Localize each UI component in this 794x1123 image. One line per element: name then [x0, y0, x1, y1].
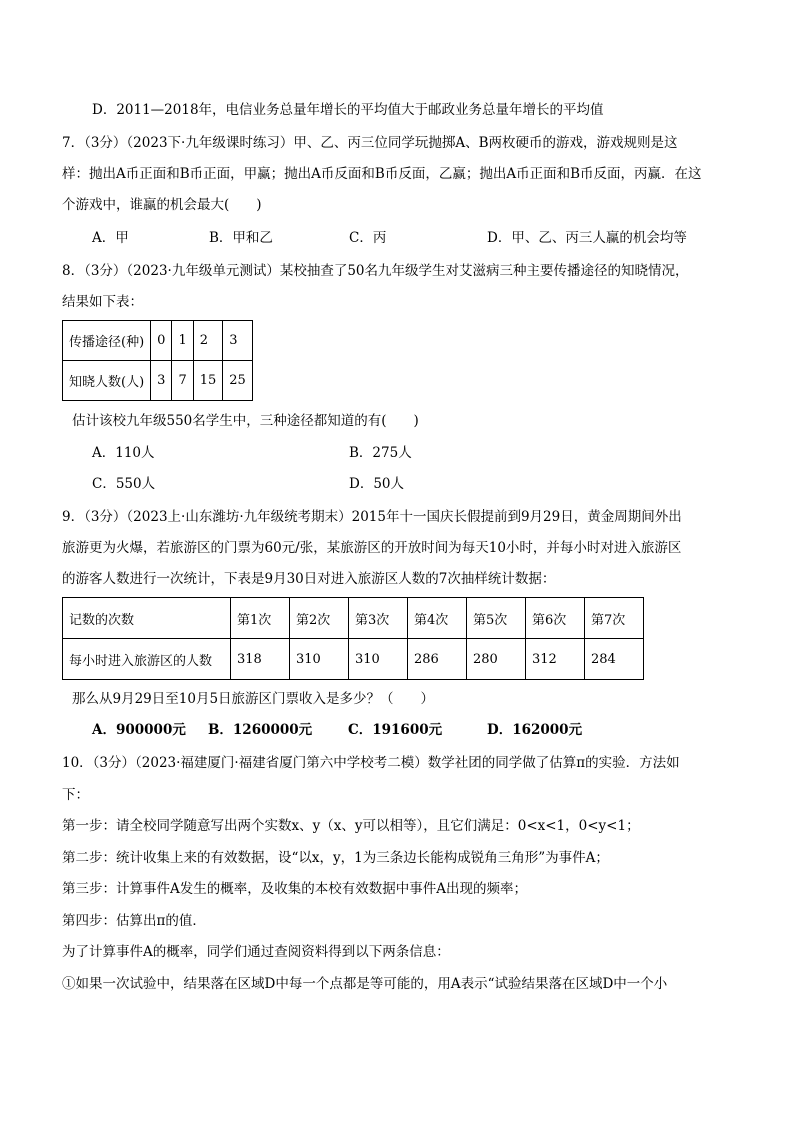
- q9-table-header-cell: 第1次: [231, 598, 290, 639]
- q9-table-cell: 318: [231, 639, 290, 680]
- q10-step-3: 第三步：计算事件A发生的概率，及收集的本校有效数据中事件A出现的频率；: [62, 881, 527, 897]
- q9-table-cell: 286: [408, 639, 467, 680]
- q10-item-1: ①如果一次试验中，结果落在区域D中每一个点都是等可能的，用A表示“试验结果落在区域D中一个小: [62, 976, 668, 992]
- q10-info: 为了计算事件A的概率，同学们通过查阅资料得到以下两条信息：: [62, 944, 450, 960]
- q9-table-row-label: 每小时进入旅游区的人数: [63, 639, 231, 680]
- q7-stem-line-3: 个游戏中，谁赢的机会最大( ): [62, 197, 262, 213]
- q8-option-d: D．50人: [349, 476, 405, 492]
- q9-table-header-cell: 第6次: [526, 598, 585, 639]
- q6-option-d: D．2011—2018年，电信业务总量年增长的平均值大于邮政业务总量年增长的平均值: [92, 102, 604, 118]
- q8-stem-line-1: 8．（3分）（2023·九年级单元测试）某校抽查了50名九年级学生对艾滋病三种主要传播途径的知晓情况，: [62, 263, 689, 279]
- q10-step-2: 第二步：统计收集上来的有效数据，设“以x，y，1为三条边长能构成锐角三角形”为事件A；: [62, 850, 609, 866]
- q8-table-cell: 2: [193, 321, 223, 361]
- q9-table-header-cell: 第2次: [290, 598, 349, 639]
- q9-table-header-cell: 记数的次数: [63, 598, 231, 639]
- q10-step-4: 第四步：估算出π的值．: [62, 913, 206, 929]
- q8-option-b: B．275人: [349, 445, 412, 461]
- q7-option-a: A．甲: [92, 230, 129, 246]
- q8-stem-line-2: 结果如下表：: [62, 294, 143, 310]
- q8-table-header-cell: 传播途径(种): [63, 321, 151, 361]
- q8-table-header-cell: 知晓人数(人): [63, 361, 151, 401]
- q9-table-header-cell: 第5次: [467, 598, 526, 639]
- q9-table-header-cell: 第4次: [408, 598, 467, 639]
- q7-option-b: B．甲和乙: [209, 230, 273, 246]
- q8-table-cell: 3: [151, 361, 172, 401]
- q9-stem-line-2: 旅游更为火爆，若旅游区的门票为60元/张，某旅游区的开放时间为每天10小时，并每小时对进入旅游区: [62, 540, 682, 556]
- q9-question: 那么从9月29日至10月5日旅游区门票收入是多少？（ ）: [72, 691, 435, 707]
- q8-table-cell: 15: [193, 361, 223, 401]
- q9-stem-line-1: 9．（3分）（2023上·山东潍坊·九年级统考期末）2015年十一国庆长假提前到9月29日，黄金周期间外出: [62, 509, 682, 525]
- q8-option-a: A．110人: [92, 445, 155, 461]
- q9-table-cell: 284: [585, 639, 644, 680]
- q9-option-b: B．1260000元: [208, 722, 313, 738]
- q8-table-cell: 1: [172, 321, 193, 361]
- q9-table-cell: 310: [290, 639, 349, 680]
- q9-table-cell: 312: [526, 639, 585, 680]
- q7-stem-line-1: 7．（3分）（2023下·九年级课时练习）甲、乙、丙三位同学玩抛掷A、B两枚硬币的游戏，游戏规则是这: [62, 135, 678, 151]
- q9-table: [62, 597, 644, 680]
- q8-table-cell: 3: [223, 321, 253, 361]
- q10-stem-line-2: 下：: [62, 787, 89, 803]
- q10-stem-line-1: 10．（3分）（2023·福建厦门·福建省厦门第六中学校考二模）数学社团的同学做了估算π的实验．方法如: [62, 755, 680, 771]
- q9-table-header-cell: 第7次: [585, 598, 644, 639]
- q9-table-cell: 280: [467, 639, 526, 680]
- q8-table-cell: 0: [151, 321, 172, 361]
- q9-option-d: D．162000元: [487, 722, 583, 738]
- q8-table-cell: 25: [223, 361, 253, 401]
- q9-table-header-cell: 第3次: [349, 598, 408, 639]
- q8-table-cell: 7: [172, 361, 193, 401]
- q9-option-a: A．900000元: [92, 722, 186, 738]
- q9-table-cell: 310: [349, 639, 408, 680]
- q8-question: 估计该校九年级550名学生中，三种途径都知道的有( ): [72, 413, 419, 429]
- q7-option-c: C．丙: [349, 230, 387, 246]
- q9-option-c: C．191600元: [348, 722, 443, 738]
- q8-table: [62, 320, 253, 401]
- q10-step-1: 第一步：请全校同学随意写出两个实数x、y（x、y可以相等），且它们满足：0<x<1，0<y<1；: [62, 818, 640, 834]
- q7-stem-line-2: 样：抛出A币正面和B币正面，甲赢；抛出A币反面和B币反面，乙赢；抛出A币正面和B币反面，丙赢．在这: [62, 166, 702, 182]
- q8-option-c: C．550人: [92, 476, 156, 492]
- q9-stem-line-3: 的游客人数进行一次统计，下表是9月30日对进入旅游区人数的7次抽样统计数据：: [62, 571, 556, 587]
- q7-option-d: D．甲、乙、丙三人赢的机会均等: [487, 230, 687, 246]
